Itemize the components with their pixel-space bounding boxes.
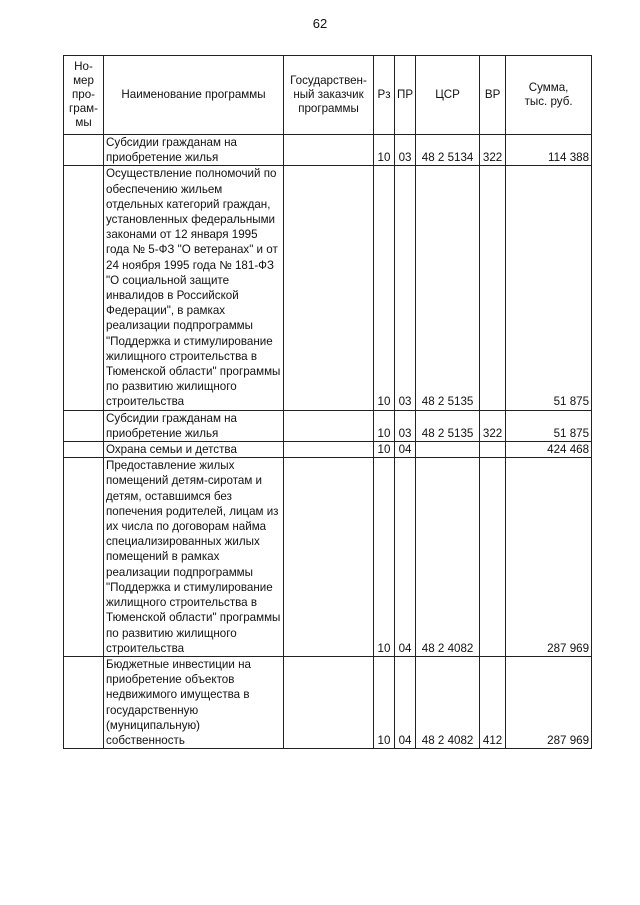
cell-name: Осуществление полномочий по обеспечению жильем отдельных категорий граждан, установленных федеральными законами от 12 января 1995 года № 5-ФЗ "О ветеранах" и от 24 ноября 1995 года № 181-ФЗ "О социальной защите инвалидов в Российской Федерации", в рамках реализации подпрограммы "Поддержка и стимулирование жилищного строительства в Тюменской области" программы по развитию жилищного строительства: [104, 166, 284, 410]
cell-name: Охрана семьи и детства: [104, 442, 284, 458]
header-num-line: про-: [71, 88, 96, 101]
cell-rz: 10: [374, 166, 395, 410]
header-num-line: мер: [73, 74, 94, 87]
cell-csr: 48 2 5135: [416, 410, 480, 441]
header-rz: Рз: [374, 56, 395, 135]
table-row: [64, 135, 592, 166]
cell-sum: 51 875: [506, 410, 592, 441]
header-customer-line: Государствен-: [290, 74, 367, 87]
header-sum-line: Сумма,: [528, 81, 569, 94]
table-row: [64, 442, 592, 458]
header-sum-line: тыс. руб.: [524, 95, 573, 108]
header-vr: ВР: [480, 56, 506, 135]
cell-rz: 10: [374, 458, 395, 657]
cell-vr: 322: [480, 410, 506, 441]
cell-sum: 114 388: [506, 135, 592, 166]
cell-num: [64, 458, 104, 657]
cell-rz: 10: [374, 656, 395, 748]
cell-num: [64, 166, 104, 410]
cell-csr: 48 2 4082: [416, 458, 480, 657]
cell-pr: 04: [395, 458, 416, 657]
table-row: [64, 458, 592, 657]
cell-pr: 04: [395, 442, 416, 458]
cell-csr: [416, 442, 480, 458]
cell-vr: 412: [480, 656, 506, 748]
cell-customer: [284, 442, 374, 458]
header-sum: [506, 56, 592, 135]
header-program-name: Наименование программы: [104, 56, 284, 135]
cell-customer: [284, 166, 374, 410]
page-number: 62: [312, 16, 328, 31]
cell-rz: 10: [374, 442, 395, 458]
table-header-row: [64, 56, 592, 135]
cell-pr: 03: [395, 166, 416, 410]
cell-customer: [284, 656, 374, 748]
cell-customer: [284, 135, 374, 166]
cell-num: [64, 410, 104, 441]
header-program-number: [64, 56, 104, 135]
table-row: [64, 656, 592, 748]
cell-pr: 04: [395, 656, 416, 748]
table-row: [64, 166, 592, 410]
table-row: [64, 410, 592, 441]
cell-vr: 322: [480, 135, 506, 166]
header-customer-line: программы: [298, 102, 359, 115]
cell-csr: 48 2 5135: [416, 166, 480, 410]
cell-rz: 10: [374, 135, 395, 166]
cell-sum: 51 875: [506, 166, 592, 410]
cell-vr: [480, 166, 506, 410]
cell-customer: [284, 458, 374, 657]
cell-name: Субсидии гражданам на приобретение жилья: [104, 410, 284, 441]
header-num-line: Но-: [74, 60, 93, 73]
budget-table: [63, 55, 592, 749]
header-customer-line: ный заказчик: [293, 88, 364, 101]
cell-sum: 287 969: [506, 458, 592, 657]
cell-csr: 48 2 4082: [416, 656, 480, 748]
header-csr: ЦСР: [416, 56, 480, 135]
cell-pr: 03: [395, 410, 416, 441]
cell-num: [64, 442, 104, 458]
cell-rz: 10: [374, 410, 395, 441]
cell-name: Бюджетные инвестиции на приобретение объектов недвижимого имущества в государственную (муниципальную) собственность: [104, 656, 284, 748]
cell-csr: 48 2 5134: [416, 135, 480, 166]
cell-vr: [480, 458, 506, 657]
header-pr: ПР: [395, 56, 416, 135]
cell-pr: 03: [395, 135, 416, 166]
cell-sum: 424 468: [506, 442, 592, 458]
header-num-line: мы: [75, 116, 92, 129]
cell-name: Предоставление жилых помещений детям-сиротам и детям, оставшимся без попечения родителей, лицам из их числа по договорам найма специализированных жилых помещений в рамках реализации подпрограммы "Поддержка и стимулирование жилищного строительства в Тюменской области" программы по развитию жилищного строительства: [104, 458, 284, 657]
cell-num: [64, 656, 104, 748]
header-num-line: грам-: [69, 102, 98, 115]
header-state-customer: [284, 56, 374, 135]
cell-sum: 287 969: [506, 656, 592, 748]
cell-vr: [480, 442, 506, 458]
cell-customer: [284, 410, 374, 441]
cell-name: Субсидии гражданам на приобретение жилья: [104, 135, 284, 166]
cell-num: [64, 135, 104, 166]
